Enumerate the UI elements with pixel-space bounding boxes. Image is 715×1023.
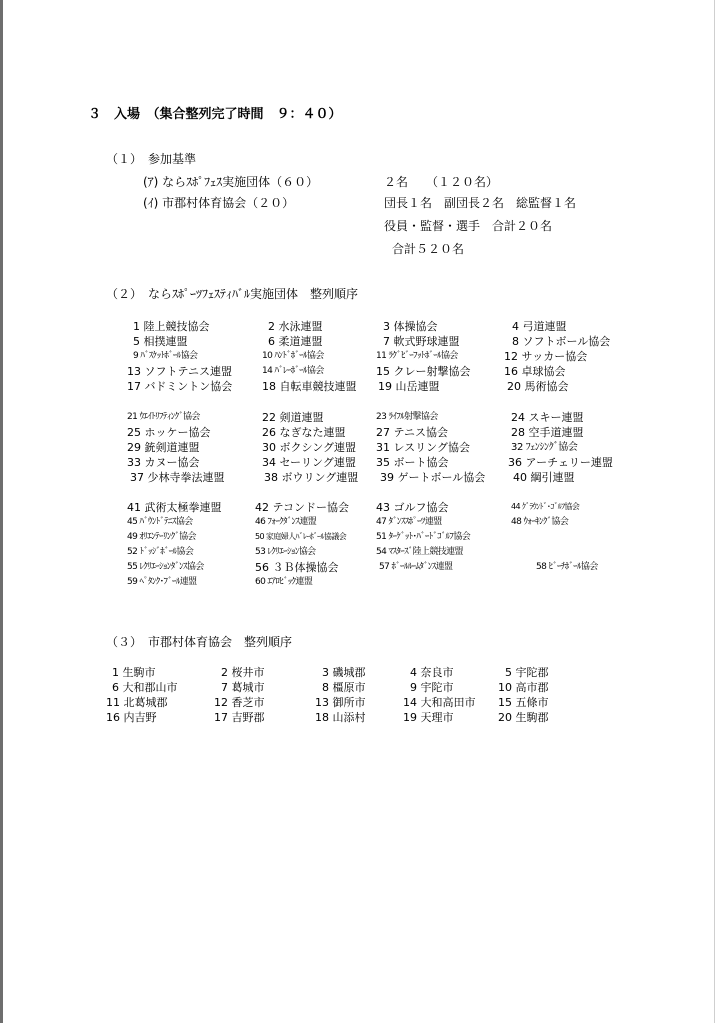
municipality-item: 3 磯城郡 xyxy=(322,666,366,679)
municipality-item: 11 北葛城郡 xyxy=(106,696,168,709)
organization-item: 35 ボート協会 xyxy=(376,456,449,469)
organization-item: 19 山岳連盟 xyxy=(378,380,440,393)
municipality-item: 13 御所市 xyxy=(315,696,366,709)
organization-item: 11 ﾗｸﾞﾋﾞｰﾌｯﾄﾎﾞｰﾙ協会 xyxy=(376,351,458,361)
organization-item: 55 ﾚｸﾘｴｰｼｮﾝﾀﾞﾝｽ協会 xyxy=(127,562,204,572)
municipality-item: 18 山添村 xyxy=(315,711,366,724)
organization-item: 29 銃剣道連盟 xyxy=(127,441,200,454)
criteria-note: 役員・監督・選手 合計２０名 xyxy=(384,219,553,233)
organization-item: 5 相撲連盟 xyxy=(133,335,188,348)
organization-item: 14 ﾊﾞﾚｰﾎﾞｰﾙ協会 xyxy=(262,366,324,376)
organization-item: 6 柔道連盟 xyxy=(268,335,323,348)
organization-item: 43 ゴルフ協会 xyxy=(376,501,449,514)
organization-item: 46 ﾌｫｰｸﾀﾞﾝｽ連盟 xyxy=(255,517,317,527)
municipality-item: 16 内吉野 xyxy=(106,711,157,724)
municipality-item: 14 大和高田市 xyxy=(403,696,476,709)
section-heading: ３ 入場 （集合整列完了時間 ９：４０） xyxy=(88,107,342,122)
organization-item: 17 バドミントン協会 xyxy=(127,380,233,393)
organization-item: 58 ﾋﾞｰﾁﾎﾞｰﾙ協会 xyxy=(536,562,598,572)
section3-title: （３） 市郡村体育協会 整列順序 xyxy=(106,635,293,649)
municipality-item: 7 葛城市 xyxy=(221,681,265,694)
organization-item: 12 サッカー協会 xyxy=(504,350,588,363)
organization-item: 8 ソフトボール協会 xyxy=(512,335,611,348)
organization-item: 2 水泳連盟 xyxy=(268,320,323,333)
municipality-item: 8 橿原市 xyxy=(322,681,366,694)
organization-item: 23 ﾗｲﾌﾙ射撃協会 xyxy=(376,412,438,422)
organization-item: 40 綱引連盟 xyxy=(513,471,575,484)
organization-item: 16 卓球協会 xyxy=(504,365,566,378)
organization-item: 34 セーリング連盟 xyxy=(262,456,356,469)
organization-item: 38 ボウリング連盟 xyxy=(264,471,359,484)
organization-item: 57 ﾎﾞｰﾙﾙｰﾑﾀﾞﾝｽ連盟 xyxy=(379,562,453,572)
organization-item: 37 少林寺拳法連盟 xyxy=(130,471,225,484)
municipality-item: 15 五條市 xyxy=(498,696,549,709)
organization-item: 32 ﾌｪﾝｼﾝｸﾞ協会 xyxy=(511,442,578,453)
organization-item: 36 アーチェリー連盟 xyxy=(508,456,613,469)
organization-item: 47 ﾀﾞﾝｽｽﾎﾟｰﾂ連盟 xyxy=(376,517,442,527)
organization-item: 28 空手道連盟 xyxy=(511,426,584,439)
organization-item: 9 ﾊﾞｽｹｯﾄﾎﾞｰﾙ協会 xyxy=(133,351,198,361)
organization-item: 54 ﾏｽﾀｰｽﾞ陸上競技連盟 xyxy=(376,547,463,557)
municipality-item: 12 香芝市 xyxy=(214,696,265,709)
municipality-item: 5 宇陀郡 xyxy=(505,666,549,679)
organization-item: 33 カヌー協会 xyxy=(127,456,200,469)
organization-item: 49 ｵﾘｴﾝﾃｰﾘﾝｸﾞ協会 xyxy=(127,532,196,542)
municipality-item: 9 宇陀市 xyxy=(410,681,454,694)
organization-item: 52 ﾄﾞｯｼﾞﾎﾞｰﾙ協会 xyxy=(127,547,194,557)
organization-item: 51 ﾀｰｹﾞｯﾄ･ﾊﾞｰﾄﾞｺﾞﾙﾌ協会 xyxy=(376,532,471,542)
organization-item: 15 クレー射撃協会 xyxy=(376,365,471,378)
organization-item: 18 自転車競技連盟 xyxy=(262,380,357,393)
municipality-item: 10 高市郡 xyxy=(498,681,549,694)
organization-item: 24 スキー連盟 xyxy=(511,411,584,424)
criteria-item-label: (ｲ) 市郡村体育協会（２０） xyxy=(143,196,295,210)
organization-item: 27 テニス協会 xyxy=(376,426,449,439)
organization-item: 7 軟式野球連盟 xyxy=(383,335,460,348)
page-left-edge xyxy=(0,0,3,1023)
organization-item: 31 レスリング協会 xyxy=(376,441,470,454)
municipality-item: 6 大和郡山市 xyxy=(112,681,178,694)
criteria-item-label: (ｱ) ならｽﾎﾟﾌｪｽ実施団体（６０） xyxy=(143,175,319,189)
organization-item: 4 弓道連盟 xyxy=(512,320,567,333)
organization-item: 13 ソフトテニス連盟 xyxy=(127,365,233,378)
municipality-item: 20 生駒郡 xyxy=(498,711,549,724)
organization-item: 10 ﾊﾝﾄﾞﾎﾞｰﾙ協会 xyxy=(262,351,324,361)
organization-item: 30 ボクシング連盟 xyxy=(262,441,356,454)
organization-item: 20 馬術協会 xyxy=(507,380,569,393)
municipality-item: 1 生駒市 xyxy=(112,666,156,679)
municipality-item: 2 桜井市 xyxy=(221,666,265,679)
criteria-total: 合計５２０名 xyxy=(392,242,465,256)
organization-item: 53 ﾚｸﾘｴｰｼｮﾝ協会 xyxy=(255,547,316,557)
organization-item: 3 体操協会 xyxy=(383,320,438,333)
organization-item: 22 剣道連盟 xyxy=(262,411,324,424)
organization-item: 41 武術太極拳連盟 xyxy=(127,501,222,514)
organization-item: 21 ｳｴｲﾄﾘﾌﾃｨﾝｸﾞ協会 xyxy=(127,412,200,422)
organization-item: 45 ﾊﾞｳﾝﾄﾞﾃﾆｽ協会 xyxy=(127,517,193,527)
criteria-item-value: ２名 （１２０名） xyxy=(384,175,499,189)
criteria-item-value: 団長１名 副団長２名 総監督１名 xyxy=(384,196,577,210)
organization-item: 48 ｳｫｰｷﾝｸﾞ協会 xyxy=(511,517,569,527)
organization-item: 1 陸上競技協会 xyxy=(133,320,210,333)
organization-item: 56 ３Ｂ体操協会 xyxy=(255,561,339,574)
organization-item: 60 ｴｱﾛﾋﾞｯｸ連盟 xyxy=(255,577,313,587)
organization-item: 26 なぎなた連盟 xyxy=(262,426,346,439)
organization-item: 59 ﾍﾟﾀﾝｸ･ﾌﾞｰﾙ連盟 xyxy=(127,577,197,587)
organization-item: 42 テコンドー協会 xyxy=(255,501,350,514)
organization-item: 44 ｸﾞﾗｳﾝﾄﾞ･ｺﾞﾙﾌ協会 xyxy=(511,502,580,511)
municipality-item: 4 奈良市 xyxy=(410,666,454,679)
municipality-item: 17 吉野郡 xyxy=(214,711,265,724)
section1-title: （１） 参加基準 xyxy=(106,152,197,166)
organization-item: 25 ホッケー協会 xyxy=(127,426,211,439)
municipality-item: 19 天理市 xyxy=(403,711,454,724)
organization-item: 39 ゲートボール協会 xyxy=(380,471,486,484)
organization-item: 50 家庭婦人ﾊﾞﾚｰﾎﾞｰﾙ協議会 xyxy=(255,532,347,541)
section2-title: （２） ならｽﾎﾟｰﾂﾌｪｽﾃｨﾊﾞﾙ実施団体 整列順序 xyxy=(106,287,359,301)
